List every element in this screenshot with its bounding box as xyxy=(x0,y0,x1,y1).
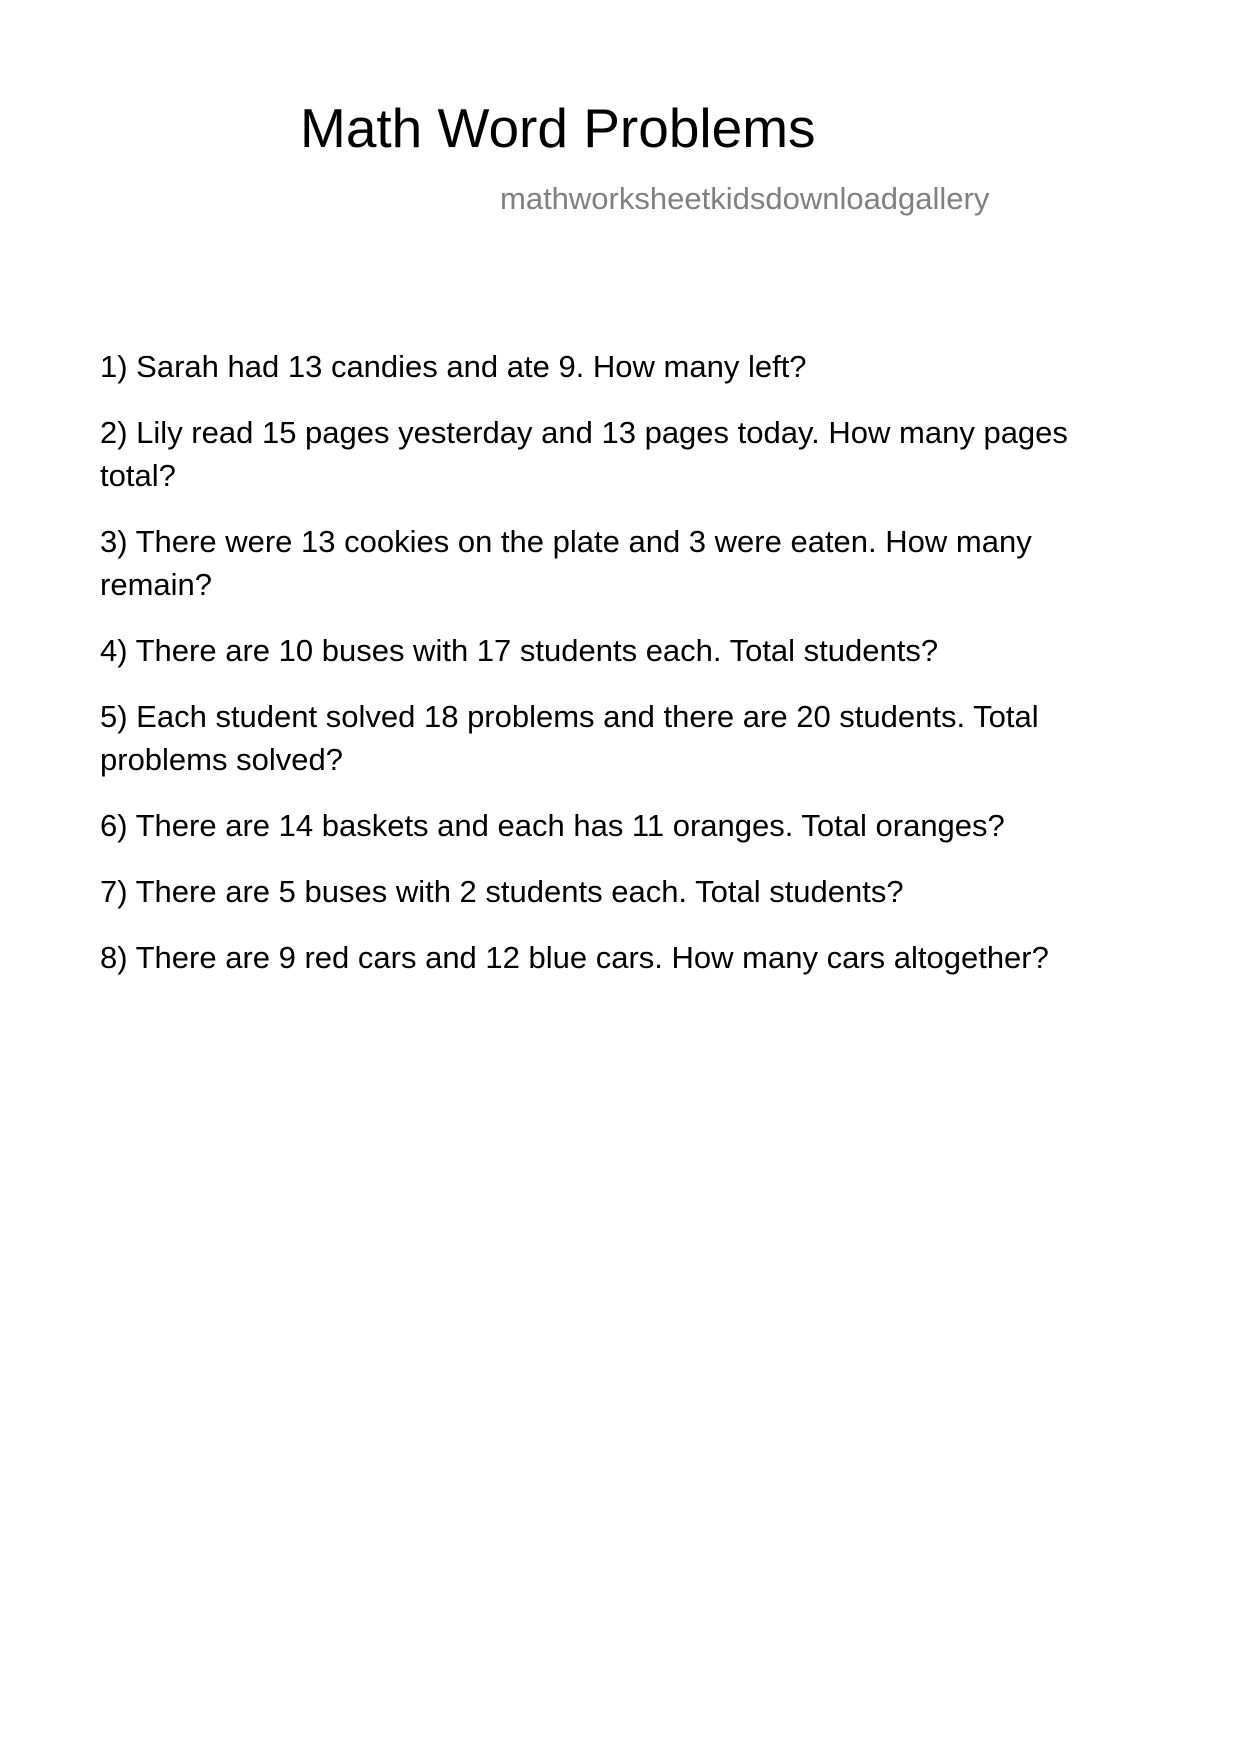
problem-list xyxy=(100,345,1140,1002)
problem-item-5: 5) Each student solved 18 problems and there are 20 students. Total problems solved? xyxy=(100,699,1039,777)
problem-item-8: 8) There are 9 red cars and 12 blue cars. How many cars altogether? xyxy=(100,940,1049,975)
problem-item-4: 4) There are 10 buses with 17 students each. Total students? xyxy=(100,633,939,668)
problem-item-7: 7) There are 5 buses with 2 students each. Total students? xyxy=(100,874,904,909)
problem-item-2: 2) Lily read 15 pages yesterday and 13 pages today. How many pages total? xyxy=(100,415,1068,493)
problem-item-3: 3) There were 13 cookies on the plate and 3 were eaten. How many remain? xyxy=(100,524,1032,602)
problem-item-1: 1) Sarah had 13 candies and ate 9. How many left? xyxy=(100,349,807,384)
source-subtitle: mathworksheetkidsdownloadgallery xyxy=(500,181,990,216)
problem-item-6: 6) There are 14 baskets and each has 11 oranges. Total oranges? xyxy=(100,808,1005,843)
page-title: Math Word Problems xyxy=(300,97,816,159)
